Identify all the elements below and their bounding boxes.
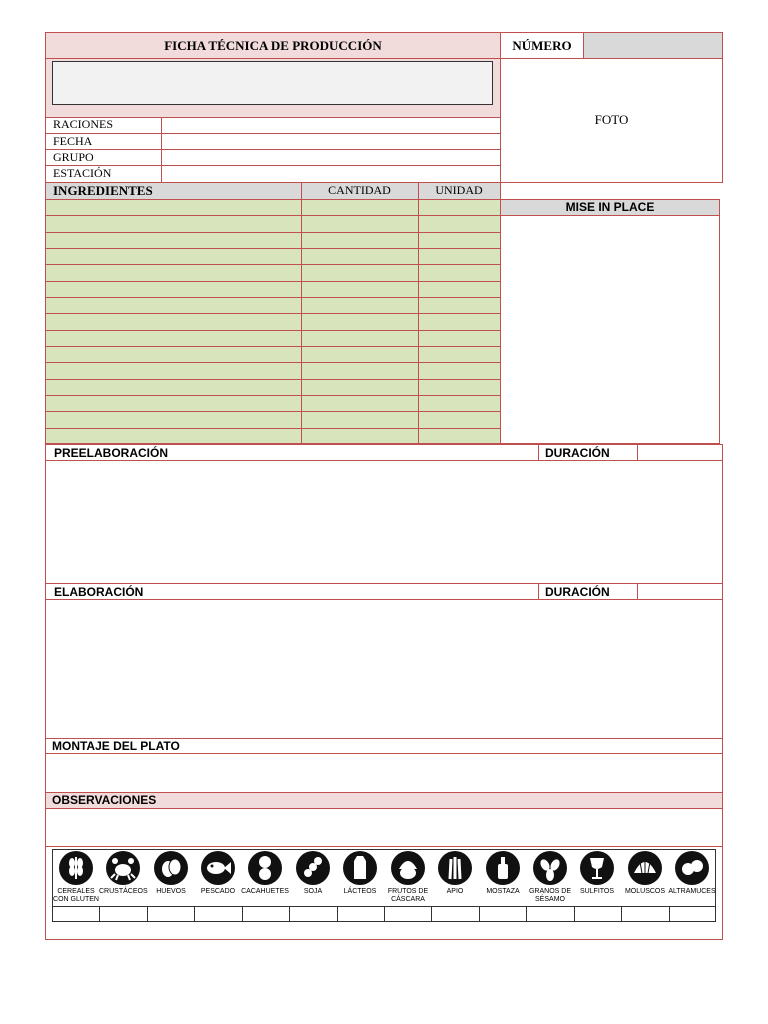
crab-icon (106, 851, 140, 885)
allergen-label: HUEVOS (156, 888, 186, 895)
numero-field[interactable] (583, 32, 723, 59)
allergen-label: LÁCTEOS (343, 888, 377, 895)
shell-icon (628, 851, 662, 885)
ingredient-row-line (45, 346, 501, 347)
nut-icon (391, 851, 425, 885)
ingredient-row-line (45, 362, 501, 363)
elaboracion-duracion-field[interactable] (638, 584, 722, 599)
numero-label: NÚMERO (512, 38, 572, 53)
allergen-label: MOSTAZA (486, 888, 520, 895)
allergen-check-cell[interactable] (195, 907, 240, 921)
allergen-check-cell[interactable] (148, 907, 193, 921)
fecha-field[interactable] (162, 134, 500, 149)
allergen-label: GRANOS DE SÉSAMO (528, 888, 571, 903)
grupo-field[interactable] (162, 150, 500, 165)
celery-icon (438, 851, 472, 885)
ingredients-table[interactable] (45, 199, 501, 444)
estacion-field[interactable] (162, 166, 500, 182)
raciones-field[interactable] (162, 118, 500, 133)
observaciones-label: OBSERVACIONES (52, 793, 157, 807)
ingredient-row-line (45, 411, 501, 412)
ingredient-row-line (45, 281, 501, 282)
allergen-label: CRUSTÁCEOS (99, 888, 148, 895)
observaciones-text[interactable] (46, 809, 722, 846)
elaboracion-duracion-label: DURACIÓN (545, 585, 610, 599)
allergen-check-cell[interactable] (432, 907, 477, 921)
preelaboracion-duracion-label: DURACIÓN (545, 446, 610, 460)
preelaboracion-label: PREELABORACIÓN (54, 446, 169, 460)
lupin-icon (675, 851, 709, 885)
allergen-label: SOJA (303, 888, 323, 895)
elaboracion-label: ELABORACIÓN (54, 585, 144, 599)
ingredientes-header: INGREDIENTES (53, 183, 153, 198)
allergen-check-cell[interactable] (243, 907, 288, 921)
allergen-label: APIO (446, 888, 464, 895)
page-title: FICHA TÉCNICA DE PRODUCCIÓN (164, 38, 382, 53)
allergen-label: FRUTOS DE CÁSCARA (387, 888, 429, 903)
mise-label: MISE IN PLACE (565, 200, 655, 214)
montaje-label: MONTAJE DEL PLATO (52, 739, 180, 753)
wheat-icon (59, 851, 93, 885)
grupo-label: GRUPO (53, 150, 94, 164)
allergen-check-cell[interactable] (100, 907, 145, 921)
allergen-check-cell[interactable] (622, 907, 667, 921)
allergen-check-cell[interactable] (385, 907, 430, 921)
unidad-header: UNIDAD (435, 183, 483, 197)
sesame-icon (533, 851, 567, 885)
ingredient-row-line (45, 313, 501, 314)
cantidad-header: CANTIDAD (328, 183, 391, 197)
milk-icon (343, 851, 377, 885)
allergen-check-cell[interactable] (53, 907, 98, 921)
ingredient-row-line (45, 330, 501, 331)
allergen-check-cell[interactable] (290, 907, 335, 921)
egg-icon (154, 851, 188, 885)
raciones-label: RACIONES (53, 117, 114, 131)
soy-icon (296, 851, 330, 885)
ingredient-row-line (45, 215, 501, 216)
preelaboracion-duracion-field[interactable] (638, 445, 722, 460)
allergen-label: CEREALES CON GLUTEN (53, 888, 99, 903)
photo-label: FOTO (594, 112, 629, 127)
preelaboracion-text[interactable] (46, 461, 722, 583)
wine-icon (580, 851, 614, 885)
mustard-icon (486, 851, 520, 885)
allergen-label: ALTRAMUCES (668, 888, 716, 895)
ingredient-row-line (45, 232, 501, 233)
allergen-label: SULFITOS (579, 888, 615, 895)
elaboracion-text[interactable] (46, 600, 722, 737)
mise-area[interactable] (500, 215, 720, 444)
ingredient-row-line (45, 395, 501, 396)
ingredient-row-line (45, 264, 501, 265)
fecha-label: FECHA (53, 134, 93, 148)
ingredient-row-line (45, 428, 501, 429)
estacion-label: ESTACIÓN (53, 166, 112, 180)
ingredient-row-line (45, 297, 501, 298)
recipe-name-field[interactable] (52, 61, 493, 105)
allergen-check-cell[interactable] (480, 907, 525, 921)
fish-icon (201, 851, 235, 885)
allergen-label: CACAHUETES (241, 888, 289, 895)
montaje-text[interactable] (46, 754, 722, 792)
ingredient-row-line (45, 379, 501, 380)
allergen-check-cell[interactable] (338, 907, 383, 921)
allergen-check-cell[interactable] (527, 907, 572, 921)
allergen-label: MOLUSCOS (624, 888, 666, 895)
allergen-check-cell[interactable] (670, 907, 715, 921)
ingredient-row-line (45, 248, 501, 249)
allergen-label: PESCADO (200, 888, 236, 895)
peanut-icon (248, 851, 282, 885)
allergen-check-cell[interactable] (575, 907, 620, 921)
